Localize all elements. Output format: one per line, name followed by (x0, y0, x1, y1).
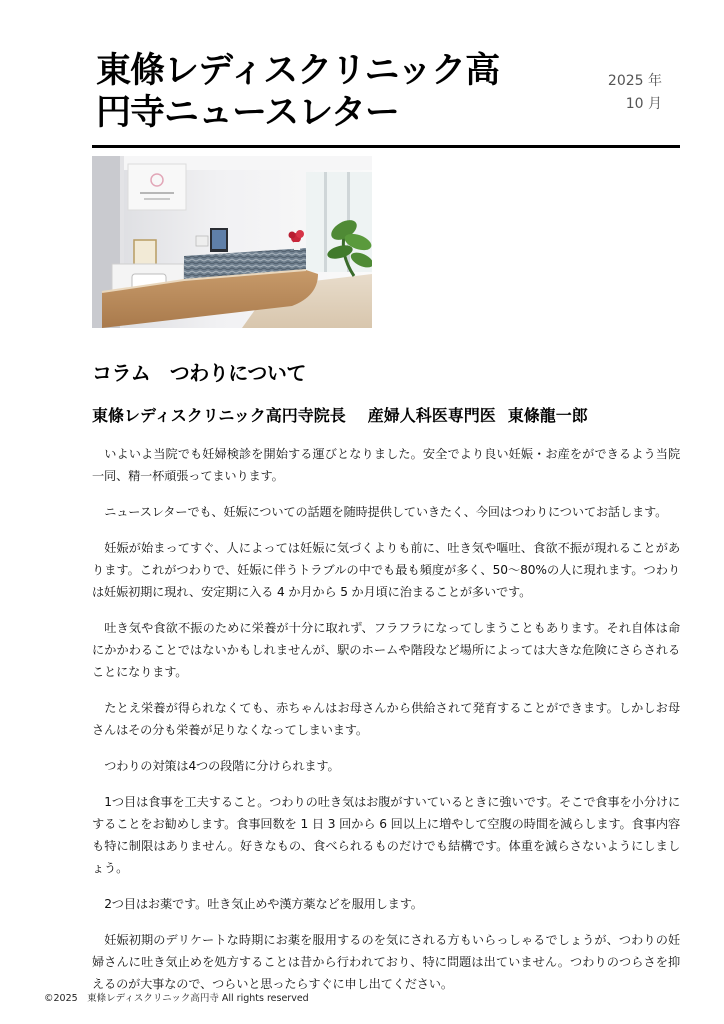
title-line-1: 東條レディスクリニック高 (96, 51, 500, 91)
paragraph: 2つ目はお薬です。吐き気止めや漢方薬などを服用します。 (104, 897, 423, 911)
paragraph: ニュースレターでも、妊娠についての話題を随時提供していきたく、今回はつわりについてお話します。 (104, 505, 668, 519)
column-body (92, 443, 680, 1009)
author-clinic: 東條レディスクリニック高円寺院長 (92, 406, 346, 425)
author-name: 東條龍一郎 (507, 406, 588, 425)
issue-year: 2025 年 (607, 73, 662, 89)
author-line (92, 405, 692, 427)
paragraph: いよいよ当院でも妊婦検診を開始する運びとなりました。安全でより良い妊娠・お産をができるよう当院一同、精一杯頑張ってまいります。 (92, 447, 680, 483)
header-divider (92, 145, 680, 148)
paragraph: 妊娠初期のデリケートな時期にお薬を服用するのを気にされる方もいらっしゃるでしょうが、つわりの妊婦さんに吐き気止めを処方することは昔から行われており、特に問題は出ていません。つわりのつらさを抑えるのが大事なので、つらいと思ったらすぐに申し出てください。 (92, 933, 680, 991)
paragraph: たとえ栄養が得られなくても、赤ちゃんはお母さんから供給されて発育することができます。しかしお母さんはその分も栄養が足りなくなってしまいます。 (92, 701, 680, 737)
paragraph: つわりの対策は4つの段階に分けられます。 (104, 759, 340, 773)
title-line-2: 円寺ニュースレター (96, 93, 399, 133)
paragraph: 吐き気や食欲不振のために栄養が十分に取れず、フラフラになってしまうこともあります。それ自体は命にかかわることではないかもしれませんが、駅のホームや階段など場所によっては大きな危険にさらされることになります。 (92, 621, 680, 679)
author-title: 産婦人科医専門医 (367, 406, 496, 425)
paragraph: 妊娠が始まってすぐ、人によっては妊娠に気づくよりも前に、吐き気や嘔吐、食欲不振が現れることがあります。これがつわりで、妊娠に伴うトラブルの中でも最も頻度が多く、50～80%の人に現れます。つわりは妊娠初期に現れ、安定期に入る 4 か月から 5 か月頃に治まることが多いです。 (92, 541, 680, 599)
newsletter-title (96, 50, 566, 134)
paragraph: 1つ目は食事を工夫すること。つわりの吐き気はお腹がすいているときに強いです。そこで食事を小分けにすることをお勧めします。食事回数を 1 日 3 回から 6 回以上に増やして空腹の時間を減らします。食事内容も特に制限はありません。好きなもの、食べられるものだけでも結構です。体重を減らさないようにしましょう。 (92, 795, 680, 875)
column-heading: コラム つわりについて (92, 361, 306, 385)
issue-month: 10 月 (625, 96, 662, 112)
clinic-reception-photo (92, 156, 372, 328)
copyright-footer: ©2025 東條レディスクリニック高円寺 All rights reserved (44, 993, 309, 1004)
issue-date (590, 70, 662, 116)
